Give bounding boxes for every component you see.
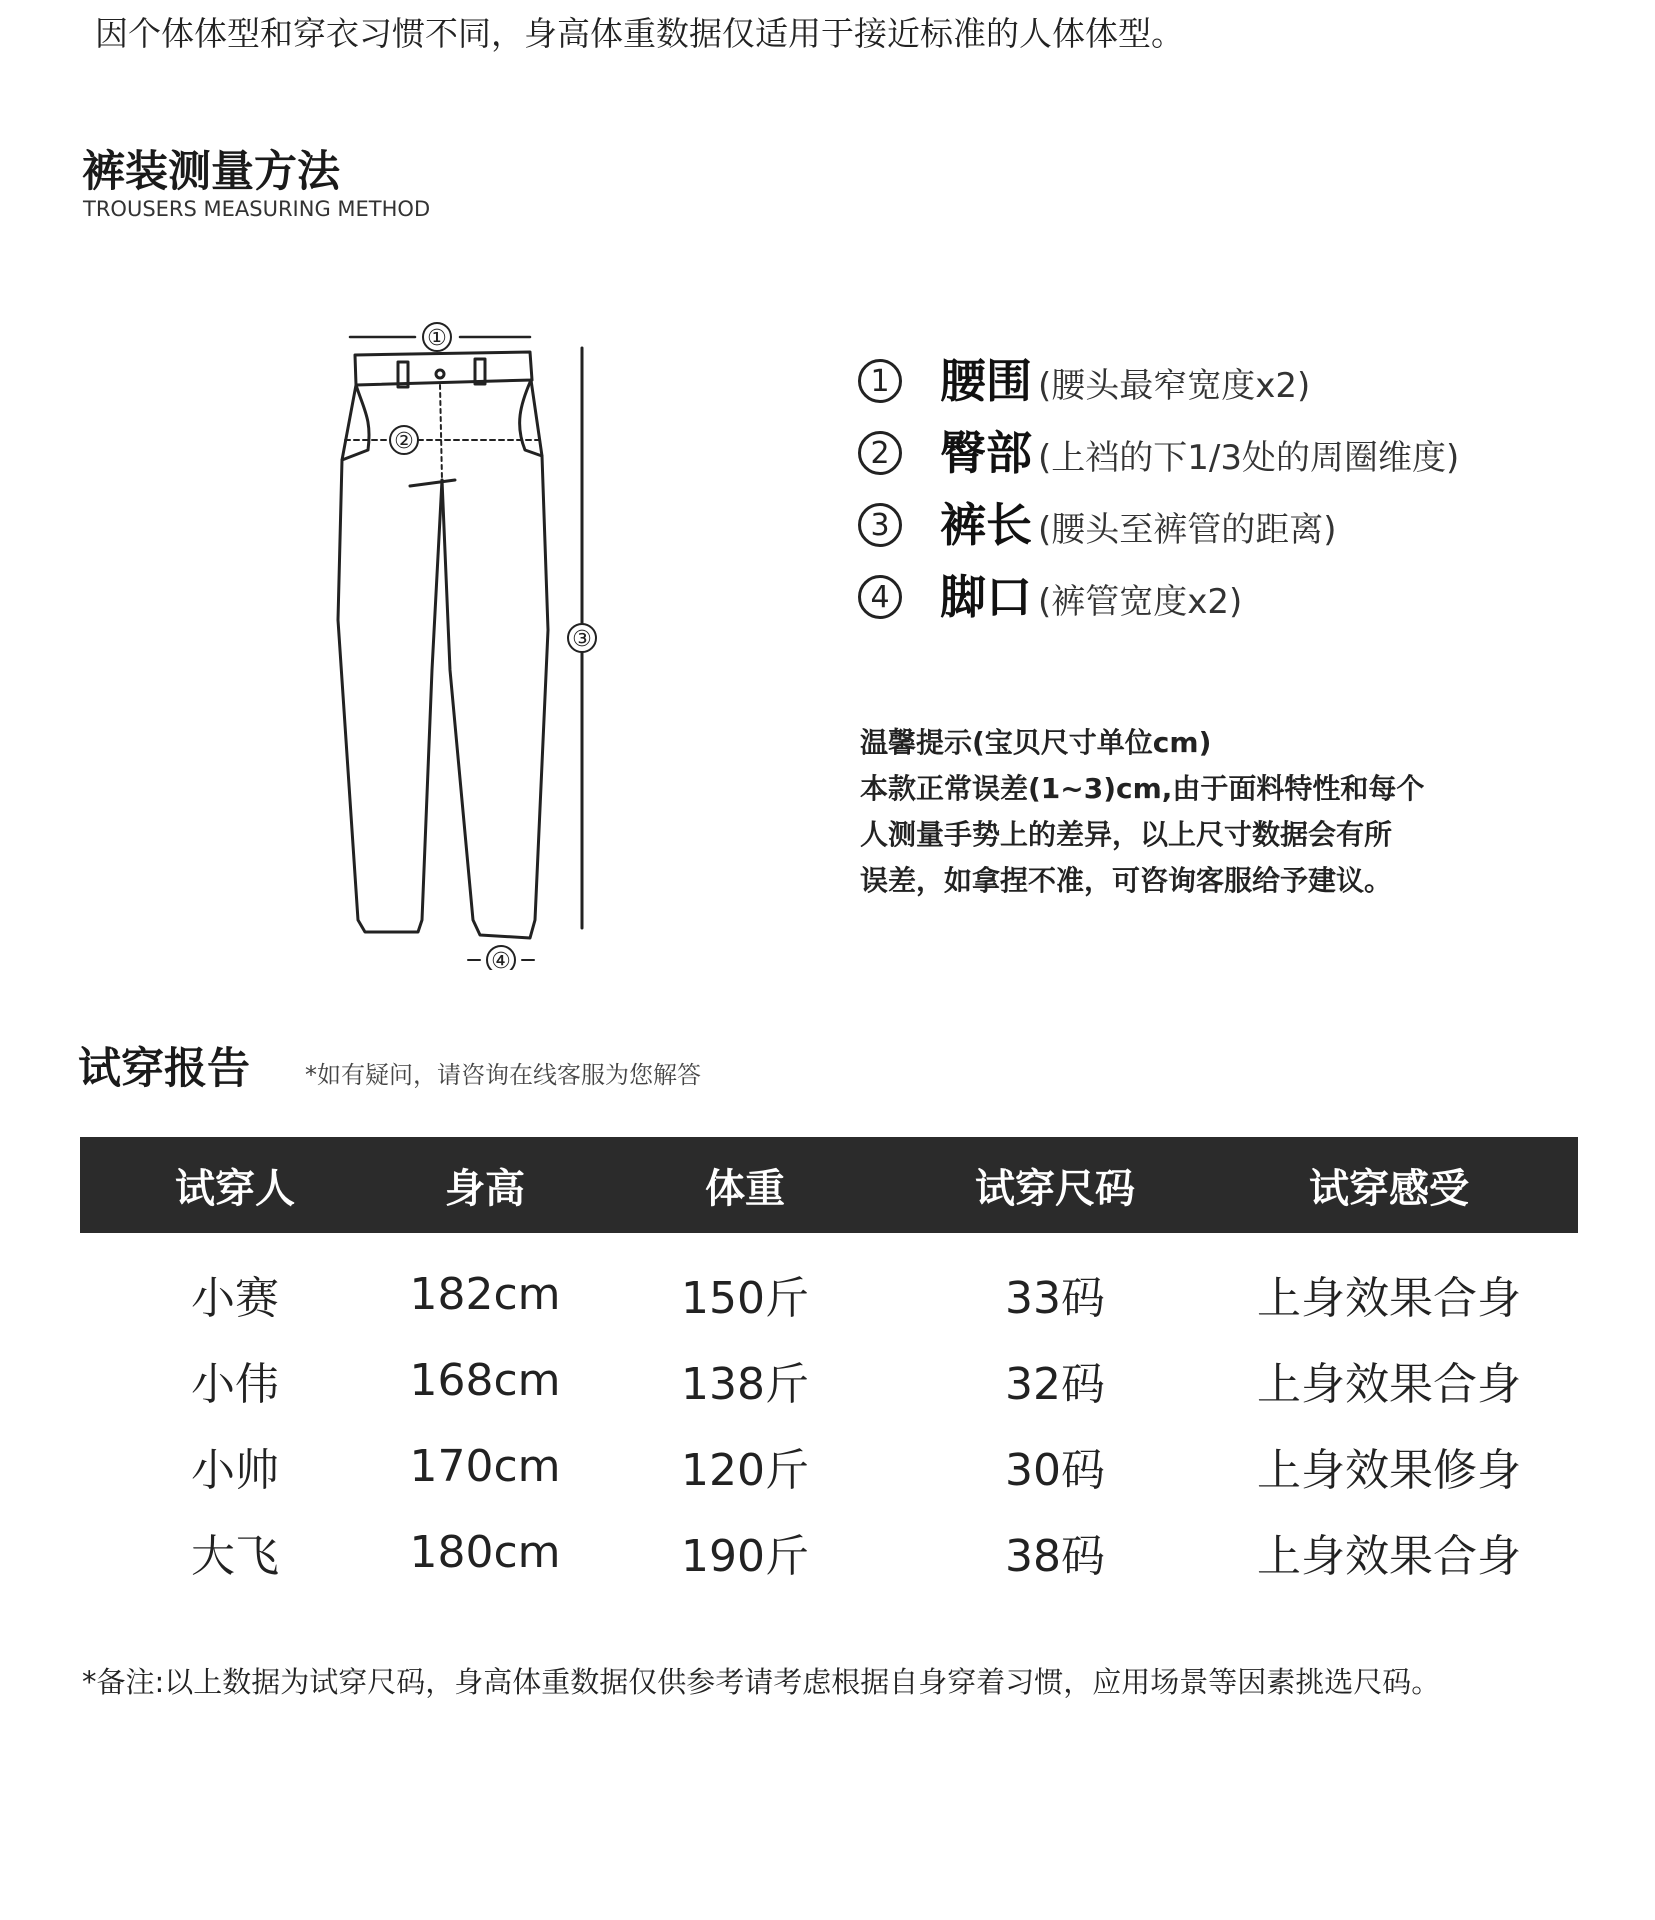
table-cell: 上身效果合身 <box>1257 1273 1521 1324</box>
table-cell: 小帅 <box>191 1445 279 1496</box>
legend-description: (腰头至裤管的距离) <box>1038 510 1337 550</box>
marker-1: ① <box>427 326 447 351</box>
legend-name: 腰围 <box>940 354 1032 408</box>
table-cell: 上身效果合身 <box>1257 1531 1521 1582</box>
marker-2: ② <box>394 429 414 454</box>
marker-3: ③ <box>572 627 592 652</box>
report-title: 试穿报告 <box>78 1044 250 1094</box>
table-cell: 190斤 <box>681 1531 809 1582</box>
tips-line: 误差，如拿捏不准，可咨询客服给予建议。 <box>860 864 1393 897</box>
table-cell: 170cm <box>409 1440 561 1492</box>
table-cell: 小赛 <box>191 1273 279 1324</box>
legend-name: 裤长 <box>940 498 1032 552</box>
table-cell: 小伟 <box>191 1359 279 1410</box>
legend-description: (裤管宽度x2) <box>1038 582 1243 622</box>
tips-line: 人测量手势上的差异，以上尺寸数据会有所 <box>860 818 1393 851</box>
column-header: 试穿尺码 <box>975 1165 1135 1212</box>
legend-item-hem <box>858 561 1459 633</box>
legend-number: 1 <box>858 359 902 403</box>
legend-number: 4 <box>858 575 902 619</box>
top-note: 因个体体型和穿衣习惯不同，身高体重数据仅适用于接近标准的人体体型。 <box>95 14 1184 53</box>
table-cell: 120斤 <box>681 1445 809 1496</box>
table-row <box>80 1251 1578 1337</box>
table-cell: 38码 <box>1005 1531 1105 1582</box>
legend-number: 2 <box>858 431 902 475</box>
legend-item-length <box>858 489 1459 561</box>
table-cell: 上身效果修身 <box>1257 1445 1521 1496</box>
marker-4: ④ <box>491 949 511 970</box>
trousers-diagram <box>320 310 600 970</box>
column-header: 身高 <box>445 1165 525 1212</box>
table-cell: 33码 <box>1005 1273 1105 1324</box>
table-cell: 大飞 <box>191 1531 279 1582</box>
column-header: 试穿感受 <box>1309 1165 1469 1212</box>
tips-line: 本款正常误差(1~3)cm,由于面料特性和每个 <box>860 772 1425 805</box>
legend-item-waist <box>858 345 1459 417</box>
table-cell: 上身效果合身 <box>1257 1359 1521 1410</box>
table-cell: 138斤 <box>681 1359 809 1410</box>
legend-name: 脚口 <box>940 570 1032 624</box>
legend-item-hip <box>858 417 1459 489</box>
tips-box <box>860 720 1500 904</box>
fitting-report-table <box>80 1137 1578 1595</box>
table-cell: 32码 <box>1005 1359 1105 1410</box>
tips-line: 温馨提示(宝贝尺寸单位cm) <box>860 726 1212 759</box>
table-cell: 30码 <box>1005 1445 1105 1496</box>
table-cell: 150斤 <box>681 1273 809 1324</box>
legend-description: (腰头最窄宽度x2) <box>1038 366 1311 406</box>
table-cell: 182cm <box>409 1268 561 1320</box>
legend-name: 臀部 <box>940 426 1032 480</box>
column-header: 试穿人 <box>175 1165 295 1212</box>
legend-description: (上裆的下1/3处的周圈维度) <box>1038 438 1460 478</box>
footer-note: *备注:以上数据为试穿尺码，身高体重数据仅供参考请考虑根据自身穿着习惯，应用场景等因素挑选尺码。 <box>82 1665 1441 1699</box>
table-cell: 180cm <box>409 1526 561 1578</box>
section-title: 裤装测量方法 <box>82 147 340 197</box>
table-header <box>80 1137 1578 1233</box>
measurement-legend <box>858 345 1459 633</box>
table-body <box>80 1233 1578 1595</box>
table-row <box>80 1337 1578 1423</box>
column-header: 体重 <box>705 1165 785 1212</box>
table-cell: 168cm <box>409 1354 561 1406</box>
legend-number: 3 <box>858 503 902 547</box>
section-subtitle: TROUSERS MEASURING METHOD <box>83 197 431 221</box>
table-row <box>80 1423 1578 1509</box>
table-row <box>80 1509 1578 1595</box>
report-note: *如有疑问，请咨询在线客服为您解答 <box>305 1061 701 1089</box>
